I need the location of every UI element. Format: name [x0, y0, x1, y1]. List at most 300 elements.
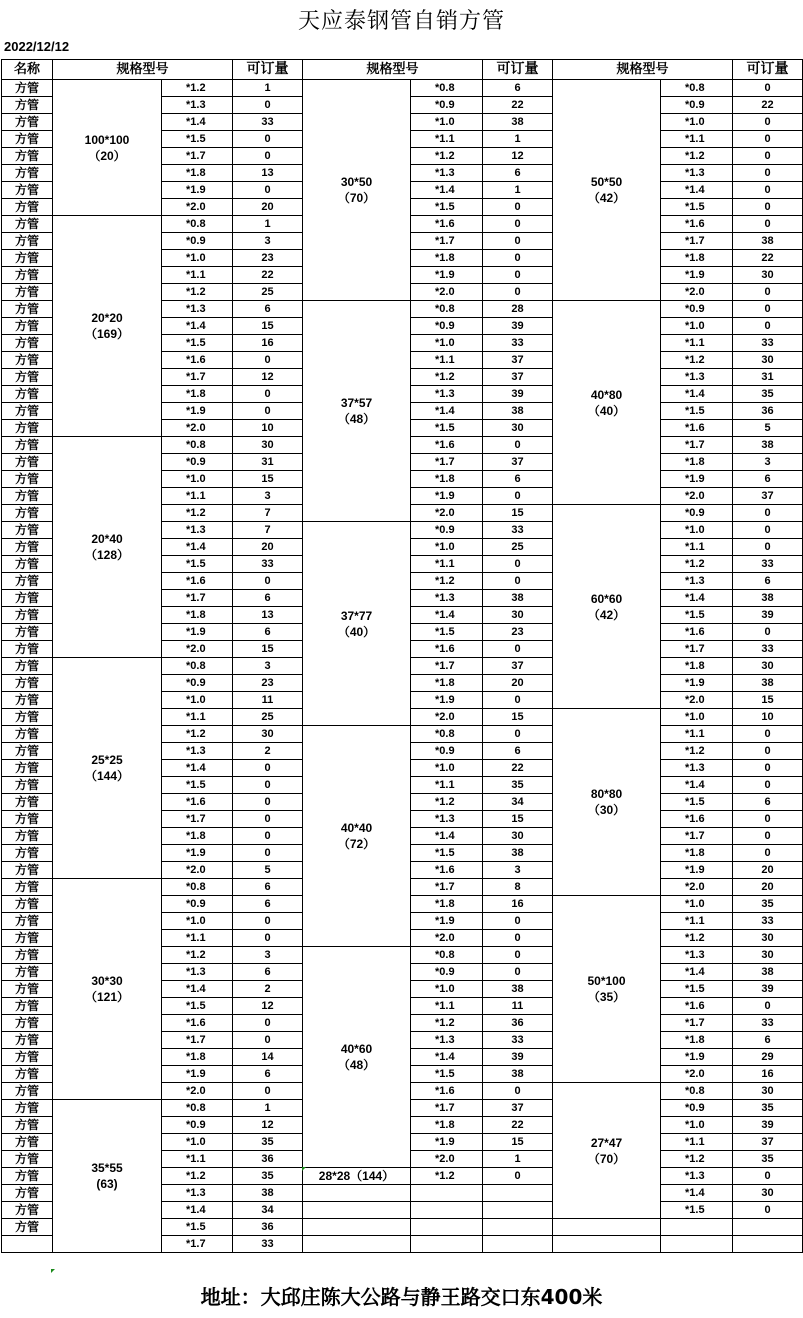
- spec-cell: *1.9: [411, 1134, 483, 1151]
- order-qty-cell: 0: [233, 845, 303, 862]
- order-qty-cell: 0: [483, 913, 553, 930]
- spec-cell: *1.1: [411, 556, 483, 573]
- spec-group-label: 37*77: [340, 608, 373, 623]
- order-qty-cell: 20: [483, 675, 553, 692]
- order-qty-cell: 0: [483, 641, 553, 658]
- order-qty-cell: 33: [733, 556, 803, 573]
- order-qty-cell: 0: [233, 97, 303, 114]
- order-qty-cell: 33: [483, 1032, 553, 1049]
- spec-cell: *1.5: [162, 777, 233, 794]
- order-qty-cell: 15: [233, 641, 303, 658]
- spec-cell: *0.9: [411, 964, 483, 981]
- order-qty-cell: 0: [483, 947, 553, 964]
- order-qty-cell: 5: [733, 420, 803, 437]
- spec-cell: *1.3: [661, 947, 733, 964]
- row-name: 方管: [2, 794, 53, 811]
- empty-cell: [553, 1219, 661, 1236]
- spec-cell: *1.3: [661, 573, 733, 590]
- spec-cell: *2.0: [162, 420, 233, 437]
- spec-cell: *0.9: [411, 743, 483, 760]
- date-label: 2022/12/12: [4, 39, 70, 54]
- header-spec-1: 规格型号: [53, 60, 233, 80]
- order-qty-cell: 6: [483, 471, 553, 488]
- order-qty-cell: 0: [483, 488, 553, 505]
- spec-cell: *1.9: [661, 675, 733, 692]
- order-qty-cell: 0: [233, 1032, 303, 1049]
- order-qty-cell: 38: [733, 675, 803, 692]
- spec-cell: *1.3: [162, 964, 233, 981]
- spec-group-total: (63): [96, 1177, 118, 1191]
- spec-cell: *1.0: [661, 522, 733, 539]
- order-qty-cell: 30: [733, 1083, 803, 1100]
- order-qty-cell: 2: [233, 743, 303, 760]
- order-qty-cell: 0: [233, 386, 303, 403]
- order-qty-cell: 30: [733, 947, 803, 964]
- spec-cell: *1.5: [162, 556, 233, 573]
- row-name: 方管: [2, 658, 53, 675]
- order-qty-cell: 0: [483, 233, 553, 250]
- spec-cell: *1.1: [661, 726, 733, 743]
- spec-cell: *1.2: [411, 573, 483, 590]
- spec-cell: *1.1: [411, 352, 483, 369]
- spec-group-label: 50*50: [590, 175, 623, 189]
- order-qty-cell: 11: [233, 692, 303, 709]
- spec-group-cell: [53, 658, 162, 879]
- order-qty-cell: 38: [233, 1185, 303, 1202]
- order-qty-cell: 23: [233, 675, 303, 692]
- order-qty-cell: 0: [483, 726, 553, 743]
- order-qty-cell: 0: [733, 216, 803, 233]
- spec-cell: *1.2: [661, 743, 733, 760]
- row-name: 方管: [2, 709, 53, 726]
- spec-cell: *1.0: [162, 471, 233, 488]
- spec-cell: *1.4: [411, 403, 483, 420]
- spec-group-cell: [303, 522, 411, 726]
- order-qty-cell: 0: [733, 148, 803, 165]
- spec-cell: *0.8: [162, 1100, 233, 1117]
- order-qty-cell: 6: [483, 743, 553, 760]
- spec-cell: *1.3: [411, 165, 483, 182]
- order-qty-cell: 0: [483, 199, 553, 216]
- order-qty-cell: 6: [733, 471, 803, 488]
- spec-cell: *2.0: [411, 284, 483, 301]
- spec-cell: *1.4: [162, 318, 233, 335]
- empty-cell: [303, 1202, 411, 1219]
- spec-cell: *1.3: [411, 590, 483, 607]
- order-qty-cell: 16: [483, 896, 553, 913]
- order-qty-cell: 0: [483, 1168, 553, 1185]
- spec-cell: *1.1: [162, 488, 233, 505]
- order-qty-cell: 22: [733, 97, 803, 114]
- spec-cell: *1.4: [162, 1202, 233, 1219]
- order-qty-cell: 25: [483, 539, 553, 556]
- spec-cell: *1.1: [411, 131, 483, 148]
- order-qty-cell: 0: [483, 930, 553, 947]
- empty-cell: [411, 1202, 483, 1219]
- spec-cell: *1.1: [162, 709, 233, 726]
- order-qty-cell: 12: [233, 998, 303, 1015]
- spec-cell: *1.5: [661, 607, 733, 624]
- order-qty-cell: 22: [483, 760, 553, 777]
- order-qty-cell: 8: [483, 879, 553, 896]
- spec-group-cell: [303, 726, 411, 947]
- spec-cell: *1.2: [162, 726, 233, 743]
- order-qty-cell: 34: [483, 794, 553, 811]
- spec-cell: *1.0: [661, 114, 733, 131]
- row-name: [2, 1236, 53, 1253]
- spec-cell: *1.8: [411, 471, 483, 488]
- order-qty-cell: 35: [233, 1134, 303, 1151]
- spec-cell: *1.5: [162, 1219, 233, 1236]
- order-qty-cell: 0: [733, 505, 803, 522]
- order-qty-cell: 7: [233, 505, 303, 522]
- spec-cell: *1.2: [661, 148, 733, 165]
- order-qty-cell: 0: [233, 930, 303, 947]
- order-qty-cell: 22: [233, 267, 303, 284]
- page-title: 天应泰钢管自销方管: [297, 9, 505, 34]
- spec-cell: *1.7: [162, 590, 233, 607]
- order-qty-cell: 39: [483, 1049, 553, 1066]
- spec-cell: *1.7: [661, 641, 733, 658]
- order-qty-cell: 23: [233, 250, 303, 267]
- spec-cell: *1.5: [411, 845, 483, 862]
- order-qty-cell: 38: [483, 845, 553, 862]
- order-qty-cell: 22: [483, 97, 553, 114]
- order-qty-cell: 0: [233, 131, 303, 148]
- spec-cell: *1.8: [162, 607, 233, 624]
- order-qty-cell: 6: [233, 624, 303, 641]
- spec-cell: *0.9: [661, 1100, 733, 1117]
- spec-cell: *1.2: [162, 947, 233, 964]
- spec-cell: *1.3: [661, 165, 733, 182]
- spec-cell: *1.4: [411, 607, 483, 624]
- row-name: 方管: [2, 335, 53, 352]
- spec-cell: *1.8: [661, 250, 733, 267]
- order-qty-cell: 33: [733, 641, 803, 658]
- row-name: 方管: [2, 828, 53, 845]
- order-qty-cell: 28: [483, 301, 553, 318]
- spec-cell: *1.4: [162, 981, 233, 998]
- spec-group-cell: [53, 216, 162, 437]
- row-name: 方管: [2, 624, 53, 641]
- order-qty-cell: 0: [483, 284, 553, 301]
- spec-group-total: （20）: [88, 148, 126, 163]
- row-name: 方管: [2, 165, 53, 182]
- row-name: 方管: [2, 233, 53, 250]
- row-name: 方管: [2, 199, 53, 216]
- order-qty-cell: 0: [733, 165, 803, 182]
- order-qty-cell: 0: [733, 998, 803, 1015]
- row-name: 方管: [2, 930, 53, 947]
- spec-cell: *1.6: [411, 216, 483, 233]
- spec-cell: *1.8: [661, 454, 733, 471]
- order-qty-cell: 0: [233, 811, 303, 828]
- stock-table: [1, 59, 803, 1253]
- spec-cell: *1.1: [162, 267, 233, 284]
- spec-cell: *1.9: [162, 403, 233, 420]
- spec-cell: *1.5: [411, 624, 483, 641]
- spec-cell: *1.4: [411, 182, 483, 199]
- order-qty-cell: 36: [733, 403, 803, 420]
- spec-group-total: （40）: [587, 403, 626, 418]
- spec-cell: *1.3: [162, 301, 233, 318]
- order-qty-cell: 22: [733, 250, 803, 267]
- spec-cell: *1.7: [162, 148, 233, 165]
- order-qty-cell: 37: [483, 454, 553, 471]
- row-name: 方管: [2, 1168, 53, 1185]
- spec-group-label: 28*28（144）: [318, 1169, 395, 1183]
- order-qty-cell: 15: [483, 505, 553, 522]
- order-qty-cell: 0: [233, 828, 303, 845]
- order-qty-cell: 12: [233, 1117, 303, 1134]
- order-qty-cell: 30: [733, 267, 803, 284]
- spec-cell: *1.7: [162, 811, 233, 828]
- spec-cell: *1.7: [661, 437, 733, 454]
- row-name: 方管: [2, 845, 53, 862]
- spec-cell: *2.0: [411, 1151, 483, 1168]
- order-qty-cell: 15: [483, 1134, 553, 1151]
- order-qty-cell: 0: [733, 726, 803, 743]
- spec-cell: *1.5: [661, 199, 733, 216]
- spec-cell: *1.4: [661, 590, 733, 607]
- spec-cell: *2.0: [661, 284, 733, 301]
- row-name: 方管: [2, 641, 53, 658]
- row-name: 方管: [2, 1151, 53, 1168]
- spec-cell: *1.6: [162, 352, 233, 369]
- spec-cell: *1.1: [661, 1134, 733, 1151]
- order-qty-cell: 6: [233, 964, 303, 981]
- empty-cell: [303, 1219, 411, 1236]
- order-qty-cell: 39: [733, 1117, 803, 1134]
- spec-cell: *1.5: [162, 998, 233, 1015]
- order-qty-cell: 0: [733, 777, 803, 794]
- order-qty-cell: 35: [483, 777, 553, 794]
- spec-group-label: 40*60: [340, 1042, 373, 1056]
- spec-cell: *1.8: [661, 1032, 733, 1049]
- row-name: 方管: [2, 420, 53, 437]
- row-name: 方管: [2, 743, 53, 760]
- spec-cell: *1.3: [661, 1168, 733, 1185]
- spec-group-cell: [53, 1100, 162, 1253]
- spec-cell: *0.8: [411, 726, 483, 743]
- order-qty-cell: 0: [733, 624, 803, 641]
- spec-group-label: 30*50: [340, 175, 373, 189]
- spec-cell: *1.3: [661, 760, 733, 777]
- row-name: 方管: [2, 318, 53, 335]
- spec-group-cell: [303, 301, 411, 522]
- spec-cell: *1.3: [411, 1032, 483, 1049]
- spec-group-label: 20*20: [91, 311, 123, 325]
- order-qty-cell: 0: [233, 573, 303, 590]
- spec-group-cell: [53, 437, 162, 658]
- order-qty-cell: 38: [733, 964, 803, 981]
- order-qty-cell: 0: [233, 352, 303, 369]
- spec-cell: *1.4: [162, 114, 233, 131]
- order-qty-cell: 23: [483, 624, 553, 641]
- spec-cell: *1.8: [162, 828, 233, 845]
- row-name: 方管: [2, 1015, 53, 1032]
- spec-cell: *1.0: [661, 1117, 733, 1134]
- spec-cell: *0.9: [661, 505, 733, 522]
- spec-cell: *1.7: [411, 1100, 483, 1117]
- spec-cell: *1.9: [411, 692, 483, 709]
- spec-cell: *1.0: [411, 335, 483, 352]
- order-qty-cell: 3: [733, 454, 803, 471]
- empty-cell: [483, 1219, 553, 1236]
- order-qty-cell: 38: [483, 403, 553, 420]
- spec-group-cell: [553, 505, 661, 709]
- row-name: 方管: [2, 148, 53, 165]
- row-name: 方管: [2, 913, 53, 930]
- spec-cell: *1.6: [162, 794, 233, 811]
- spec-cell: *1.2: [162, 1168, 233, 1185]
- order-qty-cell: 15: [233, 318, 303, 335]
- spec-cell: *0.9: [661, 301, 733, 318]
- order-qty-cell: 0: [733, 743, 803, 760]
- order-qty-cell: 30: [733, 930, 803, 947]
- spec-cell: *1.7: [411, 658, 483, 675]
- spec-cell: *1.6: [411, 862, 483, 879]
- order-qty-cell: 33: [483, 335, 553, 352]
- spec-cell: *0.9: [411, 318, 483, 335]
- order-qty-cell: 35: [733, 386, 803, 403]
- spec-cell: *1.2: [162, 80, 233, 97]
- row-name: 方管: [2, 403, 53, 420]
- spec-cell: *1.2: [661, 1151, 733, 1168]
- order-qty-cell: 31: [733, 369, 803, 386]
- spec-cell: *1.6: [661, 624, 733, 641]
- order-qty-cell: 1: [233, 216, 303, 233]
- order-qty-cell: 15: [483, 709, 553, 726]
- spec-cell: *2.0: [162, 199, 233, 216]
- spec-cell: *0.9: [661, 97, 733, 114]
- order-qty-cell: 0: [733, 284, 803, 301]
- spec-cell: *1.9: [162, 182, 233, 199]
- order-qty-cell: 38: [483, 981, 553, 998]
- row-name: 方管: [2, 505, 53, 522]
- row-name: 方管: [2, 471, 53, 488]
- spec-cell: *1.5: [411, 199, 483, 216]
- order-qty-cell: 30: [233, 726, 303, 743]
- order-qty-cell: 0: [733, 522, 803, 539]
- spec-cell: *0.9: [162, 454, 233, 471]
- row-name: 方管: [2, 879, 53, 896]
- row-name: 方管: [2, 981, 53, 998]
- order-qty-cell: 15: [233, 471, 303, 488]
- spec-group-total: （35）: [587, 990, 626, 1004]
- order-qty-cell: 35: [733, 1151, 803, 1168]
- row-name: 方管: [2, 1032, 53, 1049]
- spec-cell: *2.0: [411, 709, 483, 726]
- spec-cell: *0.9: [162, 233, 233, 250]
- spec-cell: *1.0: [661, 318, 733, 335]
- spec-cell: *1.2: [162, 284, 233, 301]
- spec-cell: *1.8: [411, 250, 483, 267]
- order-qty-cell: 0: [233, 182, 303, 199]
- spec-cell: *2.0: [411, 930, 483, 947]
- order-qty-cell: 0: [233, 148, 303, 165]
- order-qty-cell: 30: [483, 828, 553, 845]
- row-name: 方管: [2, 1134, 53, 1151]
- row-name: 方管: [2, 539, 53, 556]
- order-qty-cell: 0: [233, 913, 303, 930]
- row-name: 方管: [2, 760, 53, 777]
- order-qty-cell: 3: [233, 233, 303, 250]
- spec-cell: *1.7: [411, 879, 483, 896]
- spec-group-total: （70）: [337, 191, 376, 205]
- spec-group-total: （42）: [587, 607, 626, 622]
- spec-cell: *1.8: [162, 386, 233, 403]
- row-name: 方管: [2, 556, 53, 573]
- spec-cell: *1.3: [162, 522, 233, 539]
- spec-group-total: （48）: [337, 412, 376, 426]
- order-qty-cell: 14: [233, 1049, 303, 1066]
- spec-cell: *1.2: [661, 556, 733, 573]
- order-qty-cell: 0: [483, 556, 553, 573]
- order-qty-cell: 38: [483, 114, 553, 131]
- spec-cell: *1.5: [661, 981, 733, 998]
- order-qty-cell: 6: [233, 896, 303, 913]
- spec-cell: *0.8: [162, 216, 233, 233]
- order-qty-cell: 35: [233, 1168, 303, 1185]
- order-qty-cell: 33: [733, 335, 803, 352]
- order-qty-cell: 0: [733, 1202, 803, 1219]
- order-qty-cell: 6: [483, 165, 553, 182]
- spec-group-cell: [553, 1083, 661, 1219]
- row-name: 方管: [2, 386, 53, 403]
- row-name: 方管: [2, 862, 53, 879]
- spec-group-label: 25*25: [91, 753, 123, 767]
- spec-cell: *1.4: [411, 828, 483, 845]
- spec-cell: *1.8: [661, 658, 733, 675]
- header-spec-3: 规格型号: [553, 60, 733, 80]
- spec-group-total: （128）: [84, 548, 130, 562]
- spec-group-total: （72）: [337, 837, 376, 851]
- spec-cell: *0.8: [411, 80, 483, 97]
- spec-cell: *1.6: [661, 998, 733, 1015]
- spec-cell: *1.3: [162, 743, 233, 760]
- row-name: 方管: [2, 675, 53, 692]
- order-qty-cell: 38: [483, 590, 553, 607]
- order-qty-cell: 3: [233, 488, 303, 505]
- spec-cell: *1.5: [162, 131, 233, 148]
- spec-group-label: 50*100: [587, 974, 626, 988]
- order-qty-cell: 20: [733, 879, 803, 896]
- spec-group-total: （70）: [587, 1151, 626, 1166]
- order-qty-cell: 39: [483, 386, 553, 403]
- spec-cell: *1.5: [661, 1202, 733, 1219]
- spec-cell: *0.8: [162, 437, 233, 454]
- spec-cell: *1.0: [411, 981, 483, 998]
- spec-cell: *1.9: [411, 488, 483, 505]
- order-qty-cell: 6: [233, 1066, 303, 1083]
- order-qty-cell: 34: [233, 1202, 303, 1219]
- spec-cell: *1.1: [661, 335, 733, 352]
- order-qty-cell: 0: [233, 1083, 303, 1100]
- row-name: 方管: [2, 1185, 53, 1202]
- row-name: 方管: [2, 1049, 53, 1066]
- spec-group-label: 60*60: [590, 591, 623, 606]
- spec-cell: *1.7: [661, 1015, 733, 1032]
- order-qty-cell: 1: [233, 1100, 303, 1117]
- order-qty-cell: 0: [733, 114, 803, 131]
- spec-cell: *1.8: [411, 896, 483, 913]
- spec-cell: *1.6: [661, 811, 733, 828]
- spec-cell: *1.5: [162, 335, 233, 352]
- spec-group-total: （40）: [337, 624, 376, 639]
- order-qty-cell: 11: [483, 998, 553, 1015]
- spec-cell: *1.2: [411, 1168, 483, 1185]
